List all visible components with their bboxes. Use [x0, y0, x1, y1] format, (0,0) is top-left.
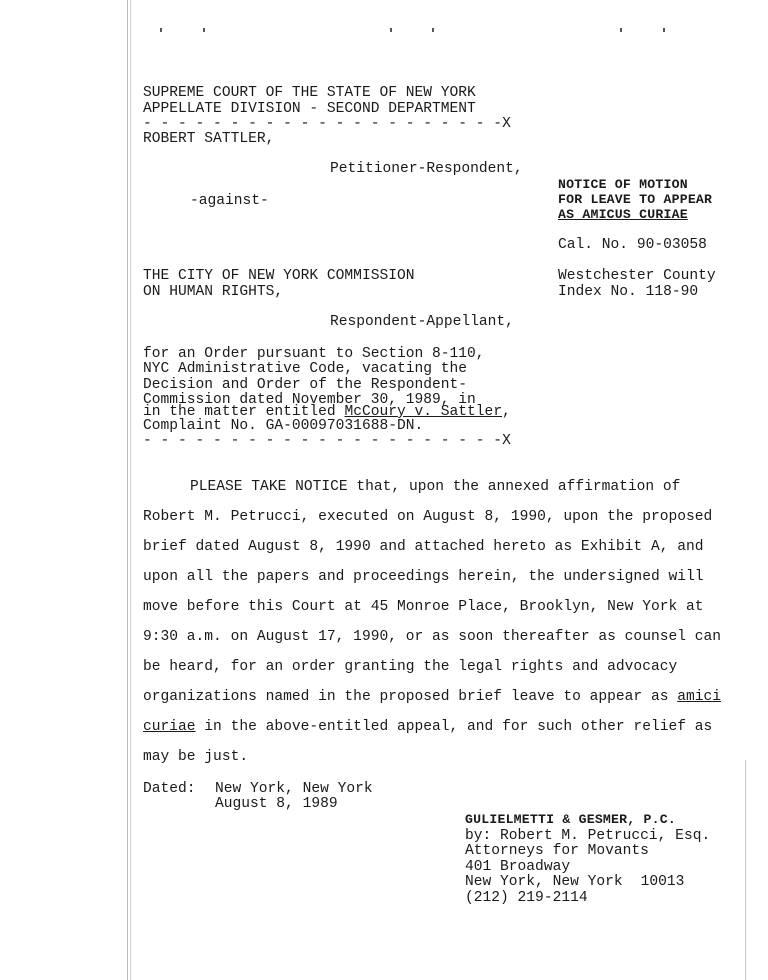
doc-title-line3: AS AMICUS CURIAE [558, 207, 688, 222]
scan-speck [432, 28, 434, 32]
curiae-term: curiae [143, 719, 196, 735]
attorney-role: Attorneys for Movants [465, 843, 649, 859]
amici-term: amici [677, 689, 722, 705]
body-line [143, 689, 721, 705]
doc-title-line2: FOR LEAVE TO APPEAR [558, 192, 713, 207]
petitioner-role: Petitioner-Respondent, [330, 161, 523, 177]
index-number: Index No. 118-90 [558, 284, 699, 300]
body-line: brief dated August 8, 1990 and attached hereto as Exhibit A, and [143, 539, 704, 555]
signer: by: Robert M. Petrucci, Esq. [465, 828, 711, 844]
body-line: move before this Court at 45 Monroe Place, Brooklyn, New York at [143, 599, 704, 615]
body-line-text: organizations named in the proposed brief leave to appear as [143, 689, 678, 705]
address-zip: 10013 [640, 874, 685, 890]
dated-date: August 8, 1989 [215, 796, 338, 812]
body-line: PLEASE TAKE NOTICE that, upon the annexed affirmation of [190, 479, 681, 495]
phone-number: (212) 219-2114 [465, 890, 588, 906]
order-line-suffix: , [502, 404, 511, 420]
petitioner-name: ROBERT SATTLER, [143, 131, 275, 147]
complaint-number: Complaint No. GA-00097031688-DN. [143, 418, 424, 434]
case-name: McCoury v. Sattler [344, 404, 503, 420]
address-city: New York, New York [465, 874, 623, 890]
respondent-line1: THE CITY OF NEW YORK COMMISSION [143, 268, 415, 284]
caption-separator-top: - - - - - - - - - - - - - - - - - - - - -X [143, 116, 511, 132]
scan-margin-line [130, 0, 131, 980]
order-line: for an Order pursuant to Section 8-110, [143, 346, 485, 362]
against-label: -against- [190, 193, 269, 209]
doc-title-line1: NOTICE OF MOTION [558, 177, 688, 192]
respondent-line2: ON HUMAN RIGHTS, [143, 284, 284, 300]
scan-speck [160, 28, 162, 32]
scan-margin-line [745, 760, 746, 980]
address-line2 [465, 874, 684, 890]
court-name-line2: APPELLATE DIVISION - SECOND DEPARTMENT [143, 101, 476, 117]
scan-speck [203, 28, 205, 32]
body-line: 9:30 a.m. on August 17, 1990, or as soon thereafter as counsel can [143, 629, 722, 645]
body-line: be heard, for an order granting the legal rights and advocacy [143, 659, 678, 675]
scan-speck [390, 28, 392, 32]
scan-margin-line [127, 0, 128, 980]
respondent-role: Respondent-Appellant, [330, 314, 514, 330]
body-line-text: in the above-entitled appeal, and for such other relief as [195, 719, 713, 735]
court-name-line1: SUPREME COURT OF THE STATE OF NEW YORK [143, 85, 476, 101]
calendar-number: Cal. No. 90-03058 [558, 237, 707, 253]
scan-speck [663, 28, 665, 32]
body-line [143, 719, 712, 735]
order-line: Commission dated November 30, 1989, in [143, 392, 476, 408]
order-line-prefix: in the matter entitled [143, 404, 345, 420]
order-line: NYC Administrative Code, vacating the [143, 361, 468, 377]
body-line: may be just. [143, 749, 249, 765]
dated-label: Dated: [143, 781, 196, 797]
dated-place: New York, New York [215, 781, 373, 797]
body-line: upon all the papers and proceedings herein, the undersigned will [143, 569, 704, 585]
body-line: Robert M. Petrucci, executed on August 8, 1990, upon the proposed [143, 509, 713, 525]
scan-speck [620, 28, 622, 32]
address-line1: 401 Broadway [465, 859, 571, 875]
caption-separator-bottom: - - - - - - - - - - - - - - - - - - - - -X [143, 433, 511, 449]
firm-name: GULIELMETTI & GESMER, P.C. [465, 812, 676, 827]
order-line: Decision and Order of the Respondent- [143, 377, 468, 393]
county: Westchester County [558, 268, 716, 284]
